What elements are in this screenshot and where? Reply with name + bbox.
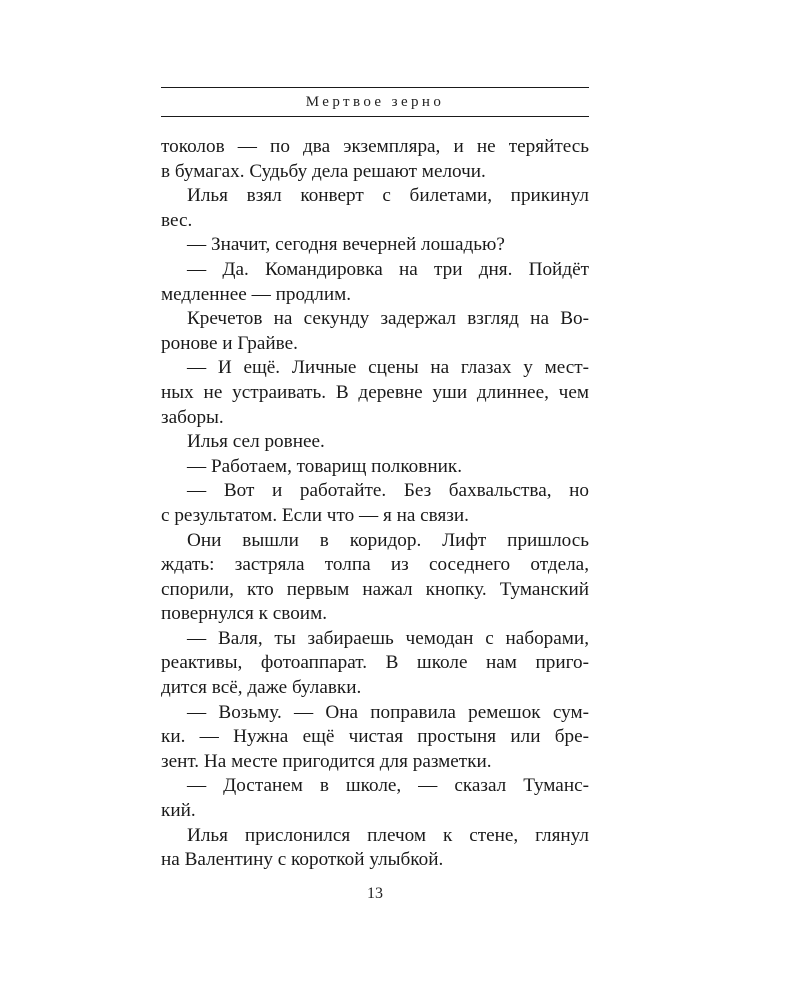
text-line: медленнее — продлим. [161, 283, 352, 305]
text-line: с результатом. Если что — я на связи. [161, 504, 469, 526]
text-line: Они вышли в коридор. Лифт пришлось [187, 529, 589, 551]
text-line: спорили, кто первым нажал кнопку. Туманский [161, 578, 589, 600]
text-line: повернулся к своим. [161, 603, 328, 625]
text-line: токолов — по два экземпляра, и не теряйтесь [161, 136, 589, 157]
text-line: заборы. [161, 406, 224, 428]
text-line: Кречетов на секунду задержал взгляд на Во- [187, 308, 589, 330]
text-line: дится всё, даже булавки. [161, 677, 362, 699]
header-rule-bottom [161, 116, 589, 117]
text-line: — Да. Командировка на три дня. Пойдёт [187, 258, 589, 280]
text-line: — Достанем в школе, — сказал Туманс- [187, 775, 589, 797]
text-line: в бумагах. Судьбу дела решают мелочи. [161, 160, 486, 182]
text-line: вес. [161, 209, 193, 231]
text-line: — Валя, ты забираешь чемодан с наборами, [187, 627, 589, 649]
body-text [161, 135, 589, 873]
text-line: кий. [161, 800, 196, 822]
text-line: на Валентину с короткой улыбкой. [161, 849, 444, 871]
text-line: — Значит, сегодня вечерней лошадью? [187, 234, 505, 256]
header-rule-top [161, 87, 589, 88]
running-title: Мертвое зерно [305, 94, 445, 110]
text-line: Илья сел ровнее. [187, 431, 325, 453]
text-line: — Работаем, товарищ полковник. [187, 455, 462, 477]
text-line: — И ещё. Личные сцены на глазах у мест- [187, 357, 589, 379]
text-line: зент. На месте пригодится для разметки. [161, 750, 492, 772]
text-line: Илья прислонился плечом к стене, глянул [187, 824, 589, 846]
text-line: реактивы, фотоаппарат. В школе нам приго- [161, 652, 589, 674]
text-line: ждать: застряла толпа из соседнего отдела, [161, 554, 589, 576]
text-line: — Возьму. — Она поправила ремешок сум- [187, 701, 589, 723]
text-line: ки. — Нужна ещё чистая простыня или бре- [161, 726, 589, 748]
text-line: ронове и Грайве. [161, 332, 298, 354]
text-line: ных не устраивать. В деревне уши длиннее, чем [161, 381, 589, 403]
text-line: — Вот и работайте. Без бахвальства, но [187, 480, 589, 502]
text-line: Илья взял конверт с билетами, прикинул [187, 185, 589, 207]
page-number: 13 [367, 885, 383, 902]
